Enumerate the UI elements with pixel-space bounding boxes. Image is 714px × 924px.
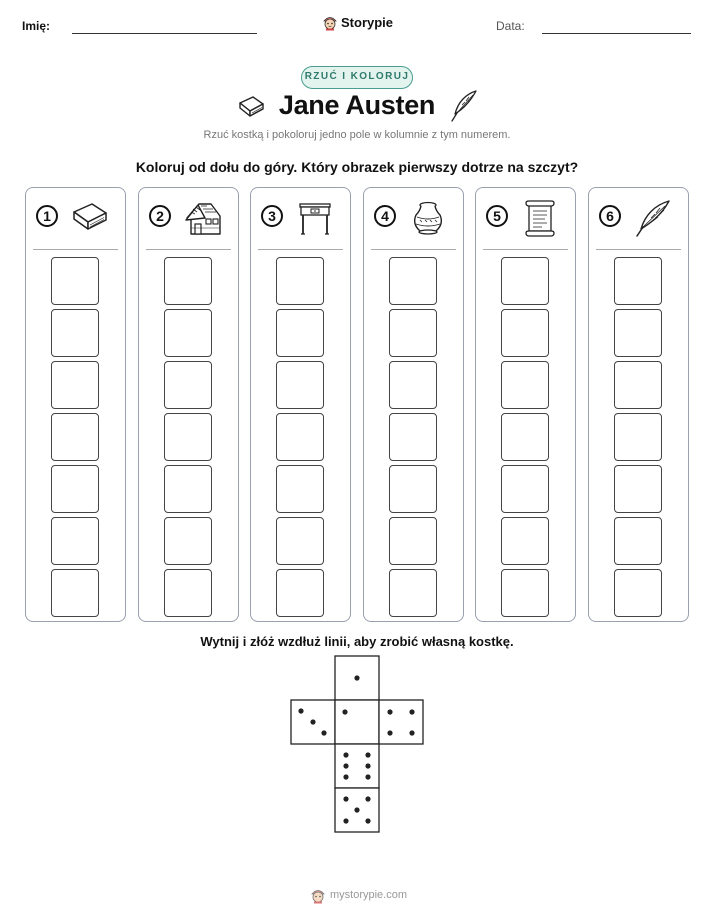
cottage-icon [183, 198, 223, 238]
color-cell[interactable] [501, 569, 549, 617]
activity-tag: RZUĆ I KOLORUJ [301, 66, 413, 89]
vase-icon [408, 198, 448, 238]
color-cell[interactable] [614, 361, 662, 409]
writing-desk-icon [295, 198, 335, 238]
color-cell[interactable] [51, 309, 99, 357]
subtitle: Rzuć kostką i pokoloruj jedno pole w kolumnie z tym numerem. [203, 129, 511, 141]
color-cell[interactable] [501, 517, 549, 565]
scroll-icon [520, 198, 560, 238]
cut-instruction: Wytnij i złóż wzdłuż linii, aby zrobić własną kostkę. [200, 634, 514, 649]
die-face-1 [335, 656, 379, 700]
color-cell[interactable] [501, 361, 549, 409]
brand-logo [322, 13, 393, 31]
column-number: 5 [486, 205, 508, 227]
color-cell[interactable] [51, 361, 99, 409]
column-number: 6 [599, 205, 621, 227]
color-cell[interactable] [51, 413, 99, 461]
color-cell[interactable] [614, 465, 662, 513]
instruction: Koloruj od dołu do góry. Który obrazek pierwszy dotrze na szczyt? [135, 159, 579, 175]
footer-url[interactable]: mystorypie.com [330, 889, 408, 901]
color-cell[interactable] [164, 309, 212, 357]
die-face-6 [335, 744, 379, 788]
color-cell[interactable] [276, 257, 324, 305]
color-cell[interactable] [389, 361, 437, 409]
storypie-mascot-icon [322, 13, 338, 31]
color-cell[interactable] [614, 517, 662, 565]
color-cell[interactable] [51, 569, 99, 617]
color-cell[interactable] [389, 257, 437, 305]
color-cell[interactable] [389, 465, 437, 513]
color-cell[interactable] [276, 309, 324, 357]
die-face-4 [379, 700, 423, 744]
date-line[interactable] [542, 33, 691, 34]
column-divider [596, 249, 681, 250]
column-number: 2 [149, 205, 171, 227]
color-cell[interactable] [276, 569, 324, 617]
color-cell[interactable] [501, 257, 549, 305]
book-icon [70, 198, 110, 238]
dice-column-4 [363, 187, 464, 622]
color-cell[interactable] [614, 257, 662, 305]
color-cell[interactable] [51, 465, 99, 513]
name-label: Imię: [22, 19, 51, 33]
quill-icon [633, 198, 673, 238]
column-divider [483, 249, 568, 250]
color-cell[interactable] [501, 465, 549, 513]
column-divider [33, 249, 118, 250]
color-cell[interactable] [164, 465, 212, 513]
color-cell[interactable] [389, 309, 437, 357]
color-cell[interactable] [276, 361, 324, 409]
page-title: Jane Austen [278, 90, 436, 120]
footer [310, 886, 407, 904]
color-cell[interactable] [614, 309, 662, 357]
color-cell[interactable] [51, 517, 99, 565]
column-number: 1 [36, 205, 58, 227]
color-cell[interactable] [614, 569, 662, 617]
color-cell[interactable] [276, 517, 324, 565]
color-cell[interactable] [389, 517, 437, 565]
color-cell[interactable] [164, 517, 212, 565]
quill-icon [449, 89, 479, 123]
name-line[interactable] [72, 33, 257, 34]
die-face-3 [291, 700, 335, 744]
color-cell[interactable] [501, 413, 549, 461]
column-number: 4 [374, 205, 396, 227]
column-number: 3 [261, 205, 283, 227]
storypie-mascot-icon [310, 886, 326, 904]
dice-column-2 [138, 187, 239, 622]
column-divider [258, 249, 343, 250]
dice-column-3 [250, 187, 351, 622]
color-cell[interactable] [389, 569, 437, 617]
die-face-1-center [335, 700, 379, 744]
color-cell[interactable] [276, 413, 324, 461]
date-label: Data: [496, 19, 525, 33]
color-cell[interactable] [614, 413, 662, 461]
column-divider [146, 249, 231, 250]
color-cell[interactable] [164, 257, 212, 305]
color-cell[interactable] [276, 465, 324, 513]
column-divider [371, 249, 456, 250]
die-face-5 [335, 788, 379, 832]
dice-column-1 [25, 187, 126, 622]
color-cell[interactable] [389, 413, 437, 461]
color-cell[interactable] [51, 257, 99, 305]
color-cell[interactable] [501, 309, 549, 357]
color-cell[interactable] [164, 361, 212, 409]
color-cell[interactable] [164, 413, 212, 461]
color-cell[interactable] [164, 569, 212, 617]
dice-column-5 [475, 187, 576, 622]
dice-column-6 [588, 187, 689, 622]
brand-name: Storypie [341, 14, 394, 30]
